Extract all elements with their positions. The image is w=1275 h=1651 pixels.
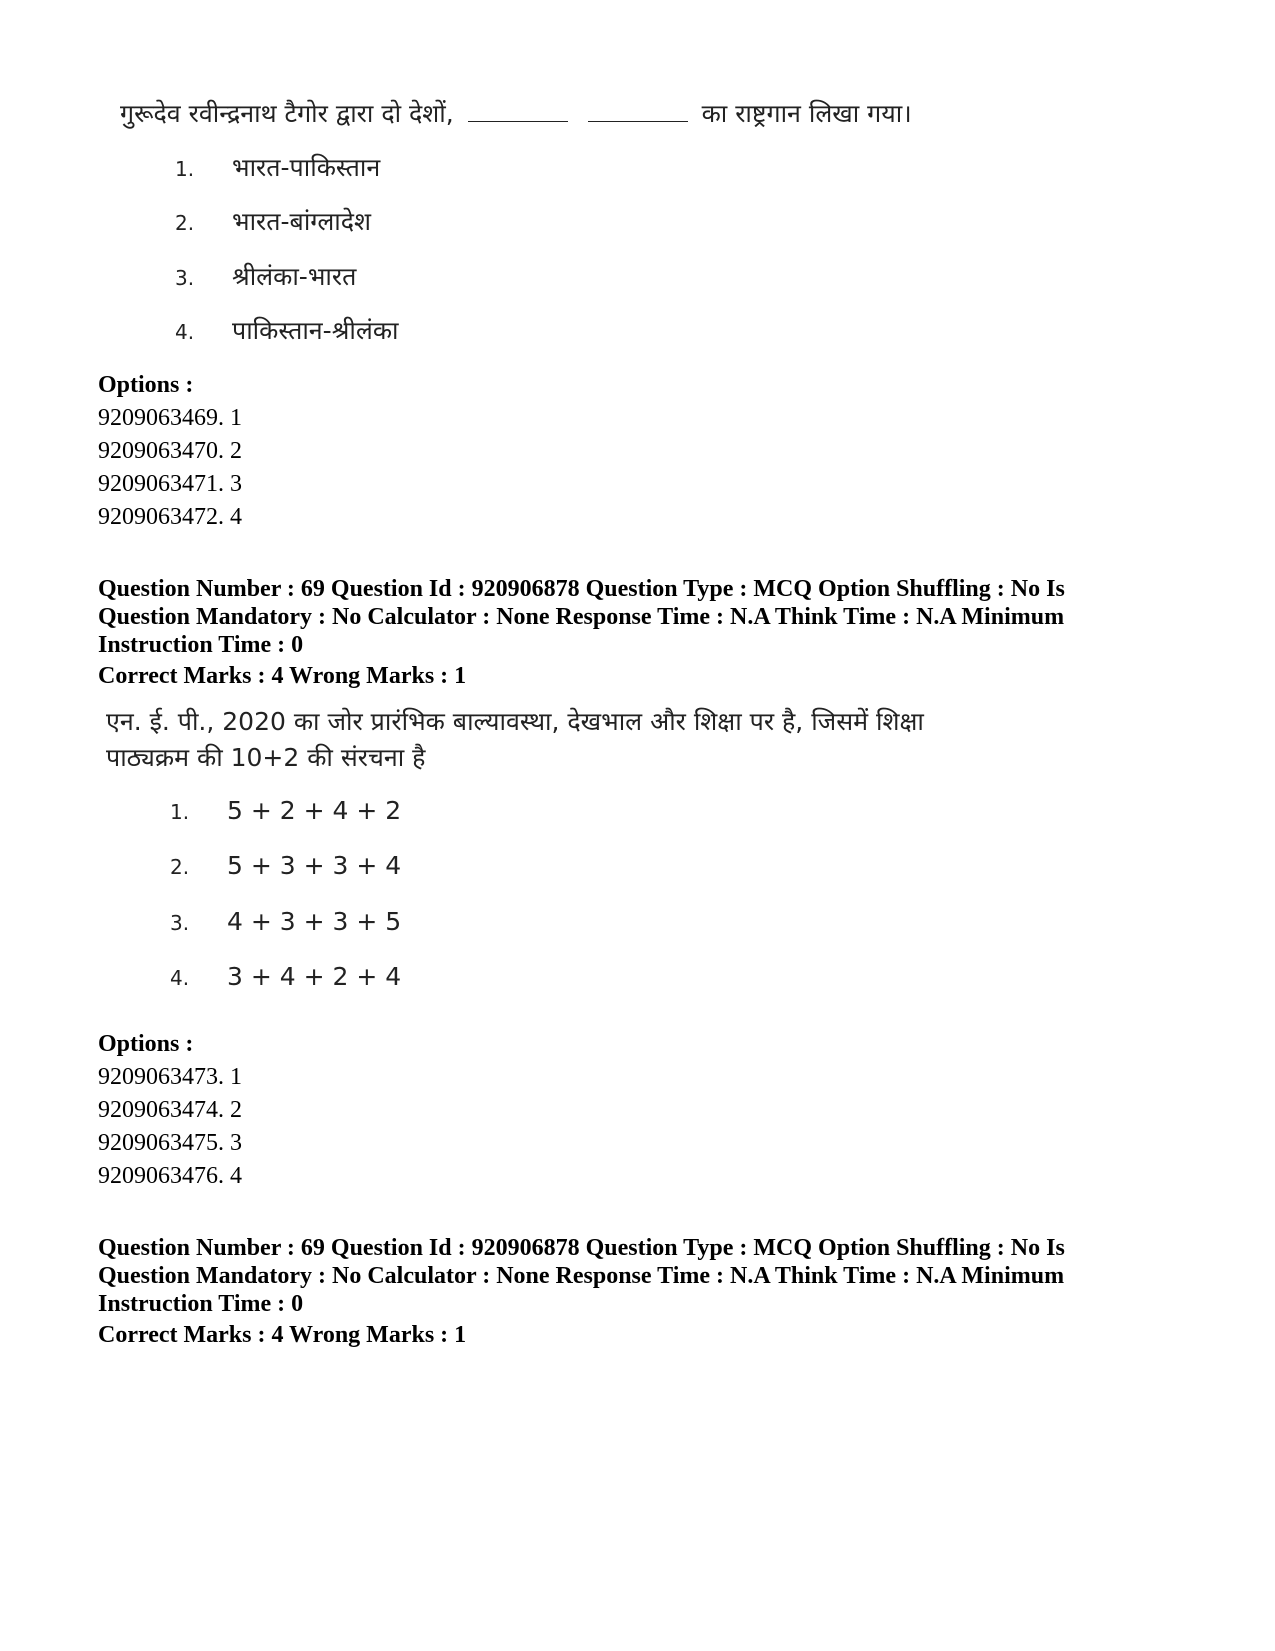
question-2-line: पाठ्यक्रम की 10+2 की संरचना है bbox=[106, 743, 426, 772]
question-1-choice bbox=[175, 313, 399, 347]
meta-line: Question Number : 69 Question Id : 920906878 Question Type : MCQ Option Shuffling : No Is bbox=[98, 1235, 1065, 1261]
marks-line: Correct Marks : 4 Wrong Marks : 1 bbox=[98, 663, 467, 689]
meta-line: Question Mandatory : No Calculator : None Response Time : N.A Think Time : N.A Minimum bbox=[98, 604, 1065, 630]
choice-text: श्रीलंका-भारत bbox=[232, 262, 357, 291]
question-1-choice bbox=[175, 204, 371, 238]
marks-line: Correct Marks : 4 Wrong Marks : 1 bbox=[98, 1322, 467, 1348]
question-2-choice bbox=[170, 907, 401, 936]
choice-number: 1. bbox=[175, 157, 195, 181]
question-1-text-before: गुरूदेव रवीन्द्रनाथ टैगोर द्वारा दो देशों, bbox=[120, 99, 454, 128]
meta-line: Instruction Time : 0 bbox=[98, 1291, 304, 1317]
question-1-text-after: का राष्ट्रगान लिखा गया। bbox=[701, 99, 912, 128]
option-row: 9209063474. 2 bbox=[98, 1097, 242, 1123]
choice-text: भारत-पाकिस्तान bbox=[232, 153, 381, 182]
answer-blank-2 bbox=[588, 101, 688, 122]
choice-text: भारत-बांग्लादेश bbox=[232, 207, 372, 236]
choice-number: 1. bbox=[170, 800, 190, 824]
meta-line: Instruction Time : 0 bbox=[98, 632, 304, 658]
question-meta bbox=[98, 1234, 1098, 1318]
choice-number: 4. bbox=[175, 320, 195, 344]
choice-number: 4. bbox=[170, 966, 190, 990]
option-row: 9209063473. 1 bbox=[98, 1064, 242, 1090]
choice-text: 3 + 4 + 2 + 4 bbox=[227, 962, 402, 991]
question-1-text bbox=[120, 96, 912, 130]
meta-line: Question Mandatory : No Calculator : None Response Time : N.A Think Time : N.A Minimum bbox=[98, 1263, 1065, 1289]
option-row: 9209063472. 4 bbox=[98, 504, 242, 530]
question-1-choice bbox=[175, 150, 380, 184]
choice-number: 3. bbox=[175, 266, 195, 290]
question-2-choice bbox=[170, 796, 401, 825]
options-heading: Options : bbox=[98, 1031, 194, 1057]
option-row: 9209063476. 4 bbox=[98, 1163, 242, 1189]
choice-number: 3. bbox=[170, 911, 190, 935]
option-row: 9209063469. 1 bbox=[98, 405, 242, 431]
choice-text: 5 + 3 + 3 + 4 bbox=[227, 851, 402, 880]
choice-text: 4 + 3 + 3 + 5 bbox=[227, 907, 402, 936]
question-meta bbox=[98, 575, 1098, 659]
answer-blank-1 bbox=[468, 101, 568, 122]
choice-number: 2. bbox=[175, 211, 195, 235]
question-2-line: एन. ई. पी., 2020 का जोर प्रारंभिक बाल्यावस्था, देखभाल और शिक्षा पर है, जिसमें शिक्षा bbox=[106, 707, 924, 736]
choice-text: पाकिस्तान-श्रीलंका bbox=[232, 316, 399, 345]
option-row: 9209063475. 3 bbox=[98, 1130, 242, 1156]
question-2-choice bbox=[170, 851, 401, 880]
options-heading: Options : bbox=[98, 372, 194, 398]
question-2-choice bbox=[170, 962, 401, 991]
question-1-choice bbox=[175, 259, 356, 293]
question-2-text bbox=[106, 704, 1006, 776]
option-row: 9209063471. 3 bbox=[98, 471, 242, 497]
meta-line: Question Number : 69 Question Id : 920906878 Question Type : MCQ Option Shuffling : No Is bbox=[98, 576, 1065, 602]
choice-number: 2. bbox=[170, 855, 190, 879]
choice-text: 5 + 2 + 4 + 2 bbox=[227, 796, 402, 825]
option-row: 9209063470. 2 bbox=[98, 438, 242, 464]
